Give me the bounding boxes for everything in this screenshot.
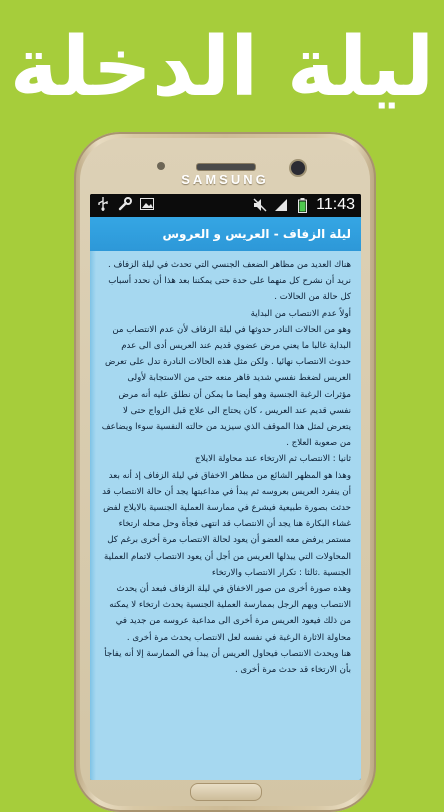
article-line: وهذه صورة أخرى من صور الاخفاق في ليلة الزفاف فبعد أن يحدث [116, 584, 351, 595]
home-button[interactable] [190, 783, 262, 801]
status-bar [90, 194, 361, 217]
article-line: مؤثرات الرغبة الجنسية وهو أيضا ما يمكن أن نطلق عليه أنه مرض [118, 389, 351, 400]
article-line: كل حالة من الحالات . [274, 292, 351, 303]
article-line: حدثت بصورة طبيعية فيشرع في ممارسة العملية الجنسية بالايلاج لفض [103, 503, 351, 514]
article-line: نفسي قديم عند العريس ، كان يحتاج الى علاج قبل الزواج حتى لا [122, 405, 351, 416]
article-line: بأن الارتخاء قد حدث مرة أخرى . [234, 665, 351, 676]
article-line: العريس لضغط نفسي شديد قاهر منعه حتى من الاستجابة لأولى [127, 373, 351, 384]
article-line: الجنسية .ثالثا : تكرار الانتصاب والارتخاء [211, 567, 351, 578]
article-line: محاولة الاثارة الرغبة في نفسه لعل الانتصاب يحدث مرة أخرى . [126, 632, 351, 643]
article-text [98, 257, 351, 678]
phone-screen [90, 194, 361, 780]
mute-icon [253, 198, 267, 212]
proximity-sensor [157, 162, 165, 170]
battery-icon [295, 198, 309, 212]
article-content[interactable] [90, 251, 361, 780]
app-bar-title: ليلة الزفاف - العريس و العروس [162, 227, 351, 241]
article-line: البداية غالبا ما يعني مرض عضوي قديم عند العريس أدى الى عدم [121, 341, 351, 352]
article-line: نريد أن نشرح كل منهما على حدة حتى يمكننا بعد هذا أن نحدد أسباب [108, 276, 351, 287]
article-line: أولاً عدم الانتصاب من البداية [250, 308, 351, 319]
article-line: من ذلك فيعود العريس مرة أخرى الى مداعبة عروسه من جديد في [115, 616, 351, 627]
app-bar [90, 217, 361, 251]
article-line: أن ينفرد العريس بعروسه ثم يبدأ في مداعبتها يجد أن حالة الانتصاب قد [102, 486, 351, 497]
status-time: 11:43 [316, 196, 355, 213]
article-line: المحاولات التي يبذلها العريس من أجل أن يعود الانتصاب لاتمام العملية [104, 551, 351, 562]
article-line: يتعرض لمثل هذا الموقف الذي سيزيد من حالته النفسية سوءا ويضاعف [101, 422, 351, 433]
device-brand: SAMSUNG [181, 172, 269, 187]
article-line: غشاء البكارة هنا يجد أن الانتصاب قد انتهى فجأة وحل محله ارتخاء [118, 519, 351, 530]
article-line: وهو من الحالات النادر حدوثها في ليلة الزفاف لأن عدم الانتصاب من [112, 324, 351, 335]
image-icon [140, 197, 154, 211]
phone-frame [74, 132, 376, 812]
article-line: حدوث الانتصاب نهائيا . ولكن مثل هذه الحالات النادرة تدل على تعرض [105, 357, 351, 368]
promo-title: ليلة الدخلة [9, 20, 435, 115]
earpiece-speaker [196, 163, 256, 171]
article-line: ثانيا : الانتصاب ثم الارتخاء عند محاولة الايلاج [195, 454, 351, 465]
article-line: هنا ويحدث الانتصاب فيحاول العريس أن يبدأ في الممارسة إلا أنه يفاجأ [104, 648, 351, 659]
article-line: من صعوبة العلاج . [286, 438, 351, 449]
usb-icon [96, 197, 110, 211]
article-line: الانتصاب ويهم الرجل بممارسة العملية الجنسية يحدث ارتخاء لا يمكنه [109, 600, 351, 611]
wrench-icon [118, 197, 132, 211]
article-line: وهذا هو المظهر الشائع من مظاهر الاخفاق في ليلة الزفاف إذ أنه بعد [108, 470, 351, 481]
signal-icon [274, 198, 288, 212]
article-line: هناك العديد من مظاهر الضعف الجنسي التي تحدث في ليلة الزفاف . [108, 260, 351, 270]
article-line: مستمر يرفض معه العضو أن يعود لحالة الانتصاب مرة أخرى برغم كل [107, 535, 351, 546]
